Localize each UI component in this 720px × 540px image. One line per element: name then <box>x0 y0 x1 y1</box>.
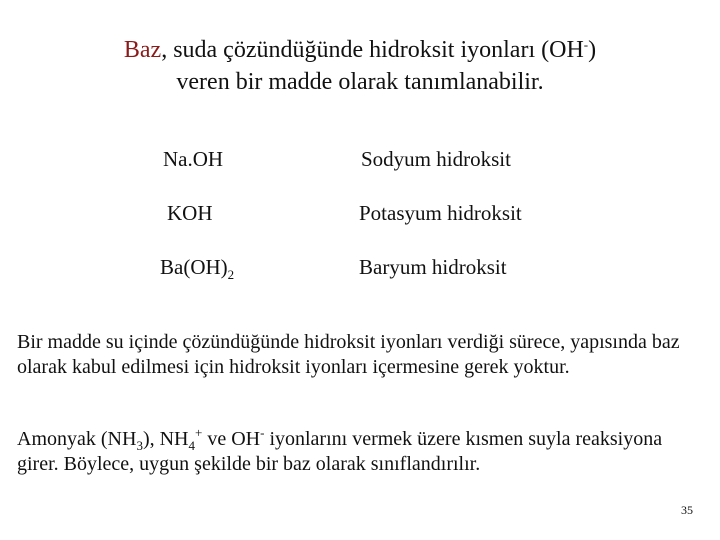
base-formula-naoh: Na.OH <box>163 147 224 171</box>
base-formula-baoh2: $Ba(OH)_2$ <box>160 255 235 282</box>
slide-title <box>60 34 660 98</box>
base-name-sodyum-hidroksit: Sodyum hidroksit <box>361 147 511 171</box>
formula-subscript: 2 <box>227 267 235 282</box>
title-text-line2: veren bir madde olarak tanımlanabilir. <box>176 69 544 95</box>
base-formula-koh: KOH <box>167 201 213 225</box>
base-name-potasyum-hidroksit: Potasyum hidroksit <box>359 201 522 225</box>
base-name-baryum-hidroksit: Baryum hidroksit <box>359 255 507 279</box>
page-number: 35 <box>681 503 693 517</box>
title-superscript: - <box>583 37 589 52</box>
title-text-part2: ) <box>588 37 597 63</box>
paragraph-definition: Bir madde su içinde çözündüğünde hidroksit iyonları verdiği sürece, yapısında baz olarak kabul edilmesi için hidroksit iyonları içermesine gerek yoktur. <box>17 331 680 378</box>
title-term-baz: Baz <box>123 37 162 63</box>
title-text-part1: , suda çözündüğünde hidroksit iyonları (OH <box>161 37 584 63</box>
paragraph-ammonia: Amonyak $(NH_3)$, $NH_4^+$ ve OH- iyonlarını vermek üzere kısmen suyla reaksiyona girer. Böylece, uygun şekilde bir baz olarak sınıflandırılır. <box>17 425 663 475</box>
